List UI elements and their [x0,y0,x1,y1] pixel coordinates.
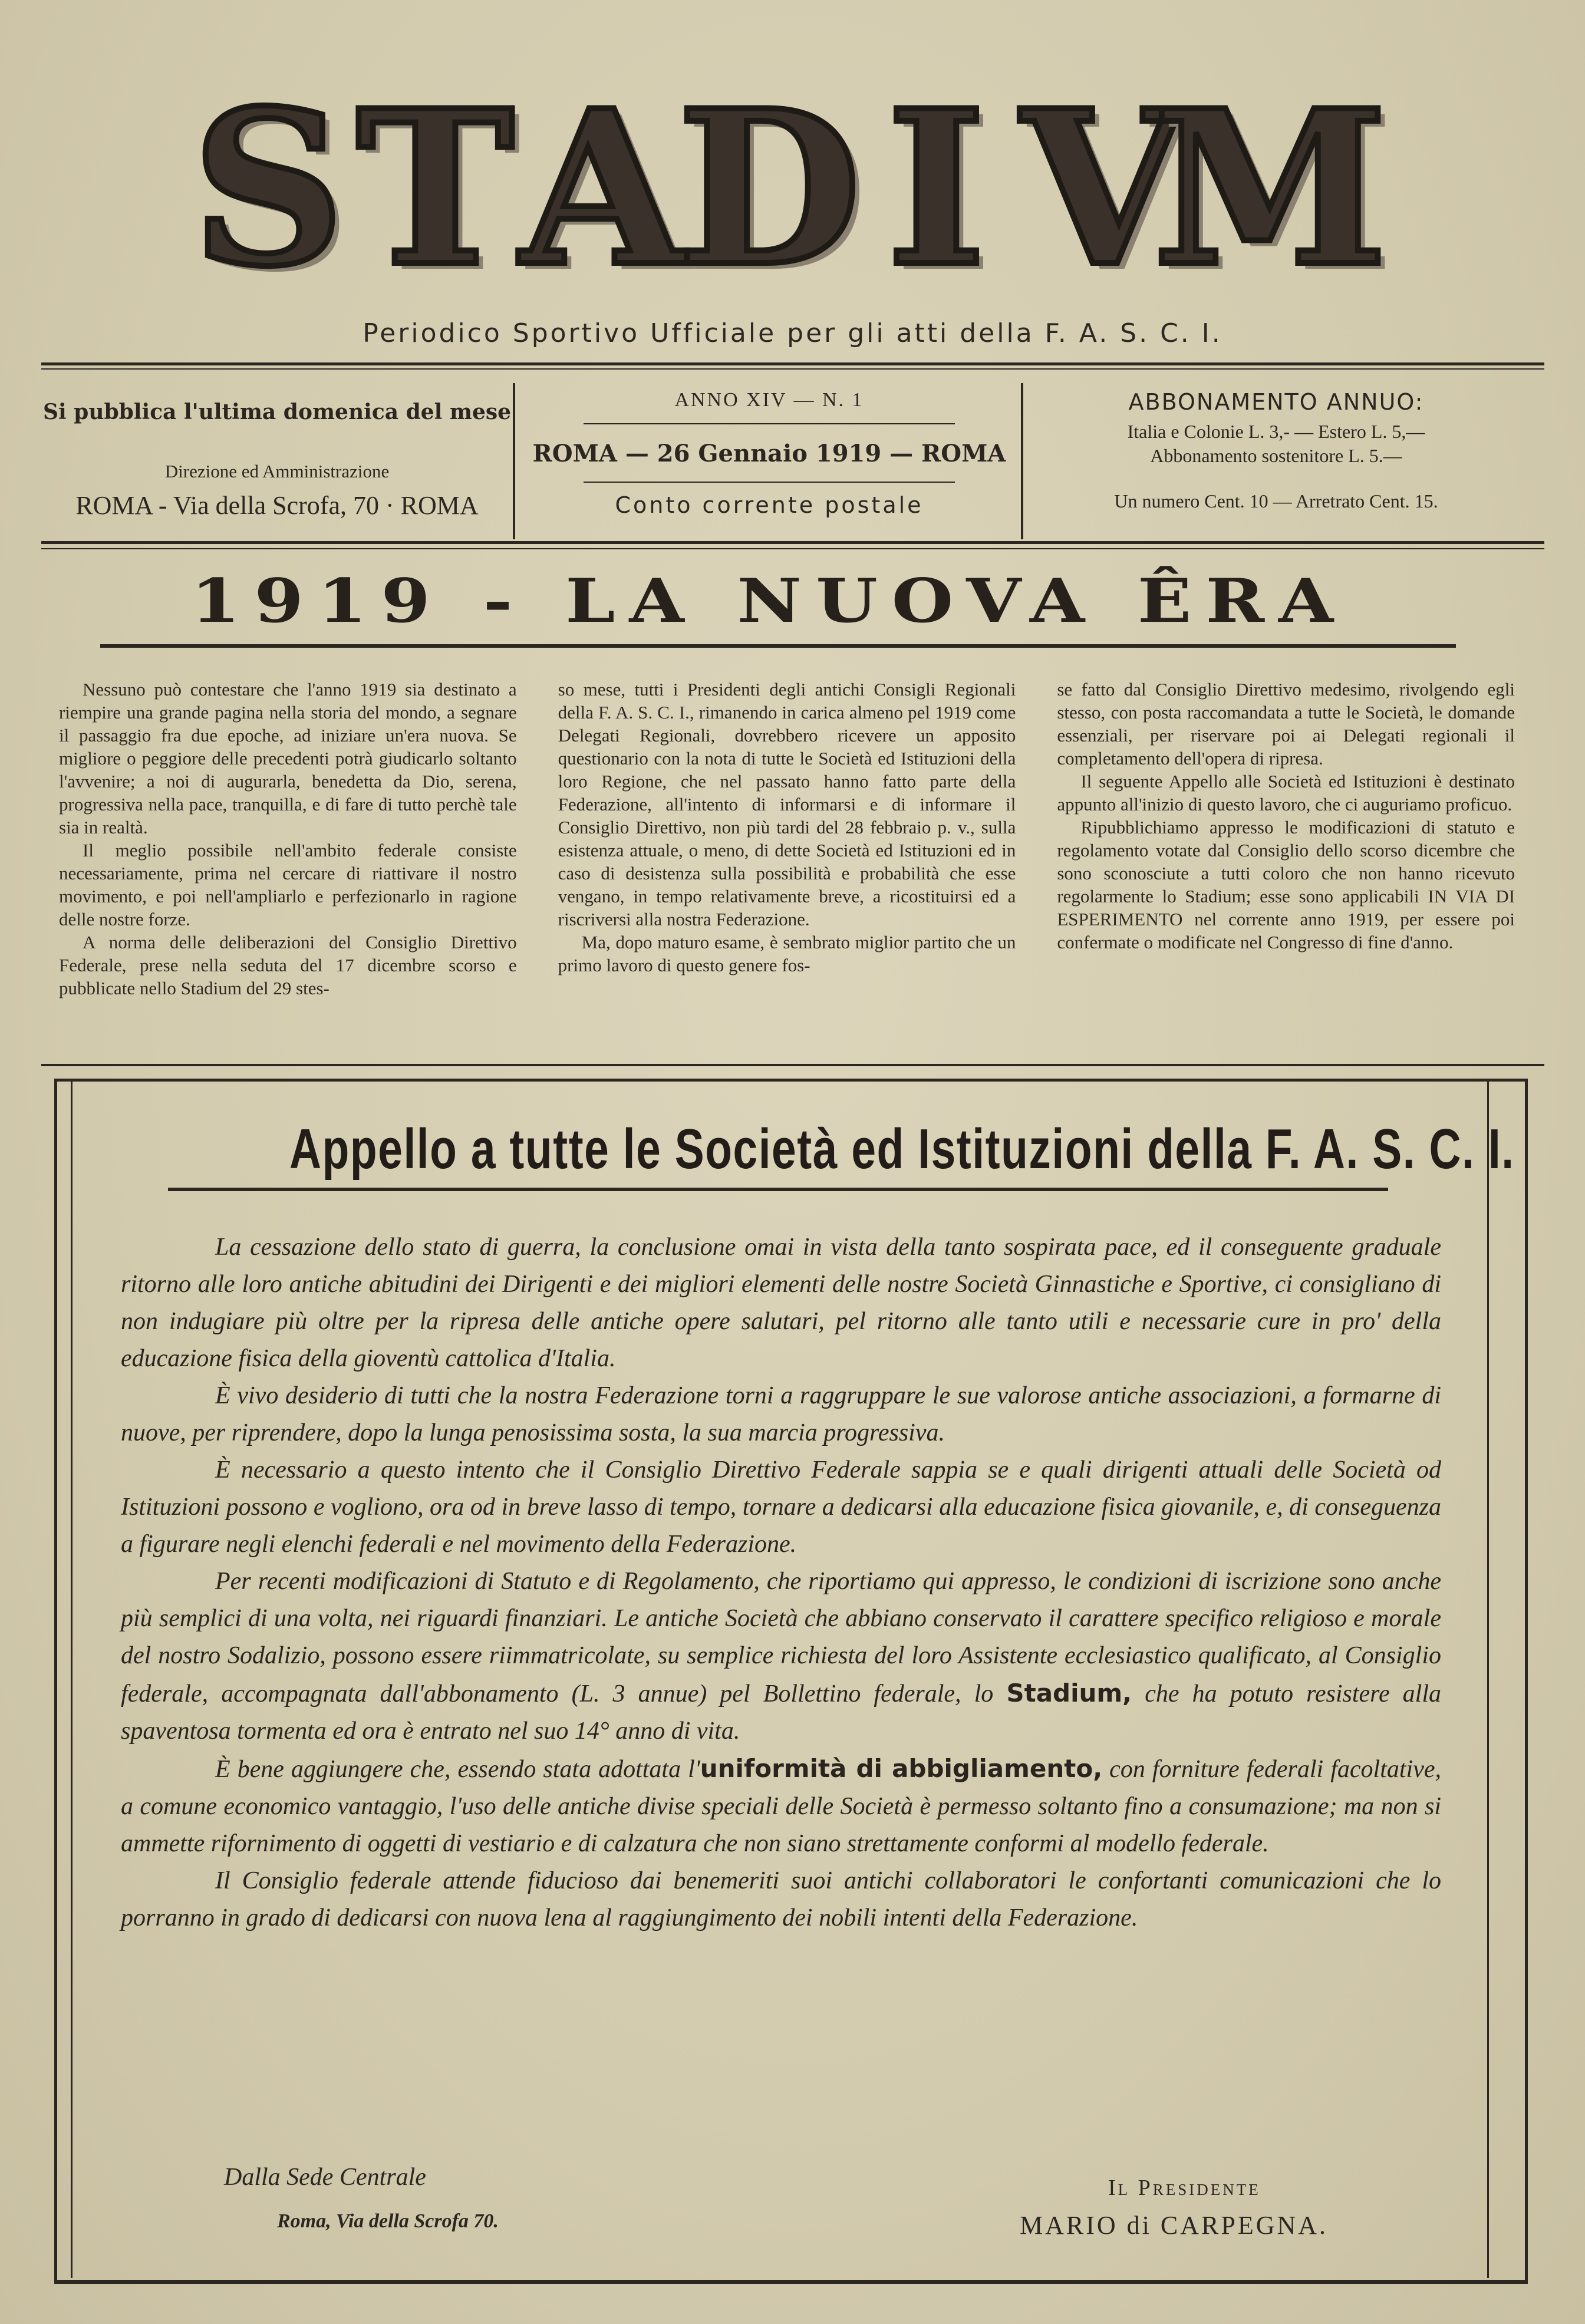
editorial-article [59,678,1515,1000]
publication-schedule: Si pubblica l'ultima domenica del mese [42,400,512,424]
masthead-letter-s: S [192,64,345,313]
article-paragraph: Il meglio possibile nell'ambito federale consiste necessariamente, prima nel cercare di riattivare il nostro movimento, e poi nell'ampliarlo e perfezionarlo in ragione delle nostre forze. [59,840,517,929]
headline: 1919 - LA NUOVA ÊRA [190,565,1348,637]
column-divider-2 [1021,383,1023,539]
appeal-paragraph: Per recenti modificazioni di Statuto e di Regolamento, che riportiamo qui appresso, le condizioni di iscrizione sono anche più semplici di una volta, nei riguardi finanziari. Le antiche Società che abbiano conservato il carattere specifico religioso e morale del nostro Sodalizio, possono essere riimmatricolate, su semplice richiesta del loro Assistente ecclesiastico qualificato, al Consiglio federale, accompagnata dall'abbonamento (L. 3 annue) pel Bollettino federale, lo Stadium, che ha potuto resistere alla spaventosa tormenta ed ora è entrato nel suo 14° anno di vita. [121,1568,1442,1745]
issue-rule-2 [584,482,955,483]
appeal-paragraph: La cessazione dello stato di guerra, la conclusione omai in vista della tanto sospirata pace, ed il conseguente graduale ritorno alle loro antiche abitudini dei Dirigenti e dei migliori elementi delle nostre Società Ginnastiche e Sportive, ci consigliano di non indugiare più oltre per la ripresa delle antiche opere salutari, pel ritorno alle tanto utili e necessarie cure in pro' della educazione fisica della gioventù cattolica d'Italia. [121,1234,1441,1372]
appeal-title-underline [168,1188,1388,1191]
appeal-paragraph: È vivo desiderio di tutti che la nostra Federazione torni a raggruppare le sue valorose antiche associazioni, a formarne di nuove, per riprendere, dopo la lunga penosissima sosta, la sua marcia progressiva. [121,1382,1441,1446]
signature-title: Il Presidente [1108,2175,1261,2200]
info-rule [41,541,1544,544]
article-paragraph: so mese, tutti i Presidenti degli antichi Consigli Regionali della F. A. S. C. I., rimanendo in carica almeno pel 1919 come Delegati Regionali, dovrebbero ricevere un apposito questionario con la nota di tutte le Società ed Istituzioni della loro Regione, che nel passato hanno fatto parte della Federazione, all'intento di informarsi e di informare il Consiglio Direttivo, non più tardi del 28 febbraio p. v., sulla esistenza attuale, o meno, di dette Società ed Istituzioni ed in caso di desistenza sulla possibilità e probabilità che esse vengano, in tempo relativamente breve, a ricostituirsi ed a riscriversi alla nostra Federazione. [558,679,1016,929]
article-paragraph: Ripubblichiamo appresso le modificazioni di statuto e regolamento votate dal Consiglio dello scorso dicembre che sono sconosciute a tutti coloro che non hanno ricevuto regolarmente lo Stadium; esse sono applicabili IN VIA DI ESPERIMENTO nel corrente anno 1919, per essere poi confermate o modificate nel Congresso di fine d'anno. [1057,817,1515,952]
headline-rule [100,644,1456,648]
masthead-letter-i: I [887,64,986,313]
appeal-body [121,1229,1441,1937]
article-paragraph: se fatto dal Consiglio Direttivo medesimo, rivolgendo egli stesso, con posta raccomandata a tutte le Società, le domande essenziali, per riservare poi ai Delegati regionali il completamento dell'opera di ripresa. [1057,679,1515,769]
issue-number: ANNO XIV — N. 1 [674,389,864,411]
masthead [192,56,1388,315]
article-paragraph: A norma delle deliberazioni del Consiglio Direttivo Federale, prese nella seduta del 17 dicembre scorso e pubblicate nello Stadium del 29 stes- [59,932,517,998]
subscription-info [1026,389,1527,536]
appeal-paragraph: È necessario a questo intento che il Consiglio Direttivo Federale sappia se e quali dirigenti attuali delle Società od Istituzioni possono e vogliono, ora od in breve lasso di tempo, tornare a dedicarsi alla educazione fisica giovanile, e, di conseguenza a figurare negli elenchi federali e nel movimento della Federazione. [121,1456,1441,1558]
masthead-letter-a: A [520,64,685,313]
masthead-letter-v: V [1020,64,1186,313]
appeal-paragraph: È bene aggiungere che, essendo stata adottata l'uniformità di abbigliamento, con forniture federali facoltative, a comune economico vantaggio, l'uso delle antiche divise speciali delle Società è permesso soltanto fino a consumazione; ma non si ammette rifornimento di oggetti di vestiario e di calzatura che non siano strettamente conformi al modello federale. [121,1754,1441,1857]
article-column-1 [59,678,517,1000]
masthead-subtitle: Periodico Sportivo Ufficiale per gli atti della F. A. S. C. I. [363,318,1222,348]
administration-address: ROMA - Via della Scrofa, 70 · ROMA [75,491,479,520]
masthead-letter-t: T [356,64,515,313]
top-rule-thin [41,368,1544,370]
signature-address: Roma, Via della Scrofa 70. [277,2210,499,2232]
article-paragraph: Il seguente Appello alle Società ed Istituzioni è destinato appunto all'inizio di questo lavoro, che ci auguriamo proficuo. [1057,771,1515,815]
article-paragraph: Ma, dopo maturo esame, è sembrato miglior partito che un primo lavoro di questo genere fos- [558,932,1016,975]
signature-name: MARIO di CARPEGNA. [1020,2211,1329,2240]
issue-rule [584,423,955,424]
article-rule [41,1064,1544,1066]
administration-label: Direzione ed Amministrazione [164,461,390,482]
info-rule-thin [41,548,1544,549]
issue-info [519,389,1020,536]
subscription-supporter: Abbonamento sostenitore L. 5.— [1150,445,1402,466]
article-paragraph: Nessuno può contestare che l'anno 1919 sia destinato a riempire una grande pagina nella storia del mondo, a segnare il passaggio fra due epoche, ad iniziare un'era nuova. Se migliore o peggiore delle precedenti potrà giudicarlo soltanto l'avvenire; a noi di augurarla, benedetta da Dio, serena, progressiva nella pace, tranquilla, e di fare di tutto perchè tale sia in realtà. [59,679,517,838]
single-copy-price: Un numero Cent. 10 — Arretrato Cent. 15. [1114,490,1438,512]
postal-account: Conto corrente postale [615,492,924,518]
signature-origin: Dalla Sede Centrale [224,2164,426,2191]
top-rule [41,362,1544,365]
uniform-mention: uniformità di abbigliamento, [700,1754,1103,1783]
issue-date: ROMA — 26 Gennaio 1919 — ROMA [532,440,1006,467]
appeal-title: Appello a tutte le Società ed Istituzioni della F. A. S. C. I. [289,1118,1515,1181]
subscription-title: ABBONAMENTO ANNUO: [1128,389,1424,415]
column-divider [513,383,515,539]
publication-info [41,389,513,536]
article-column-2 [558,678,1016,1000]
masthead-letter-d: D [677,64,862,313]
subscription-rates: Italia e Colonie L. 3,- — Estero L. 5,— [1127,421,1425,442]
stadium-mention: Stadium, [1006,1679,1132,1707]
article-column-3 [1057,678,1515,1000]
appeal-paragraph: Il Consiglio federale attende fiducioso dai benemeriti suoi antichi collaboratori le confortanti comunicazioni che lo porranno in grado di dedicarsi con nuova lena al raggiungimento dei nobili intenti della Federazione. [121,1867,1441,1931]
masthead-letter-m: M [1152,64,1388,313]
bottom-rule [54,2280,1528,2282]
